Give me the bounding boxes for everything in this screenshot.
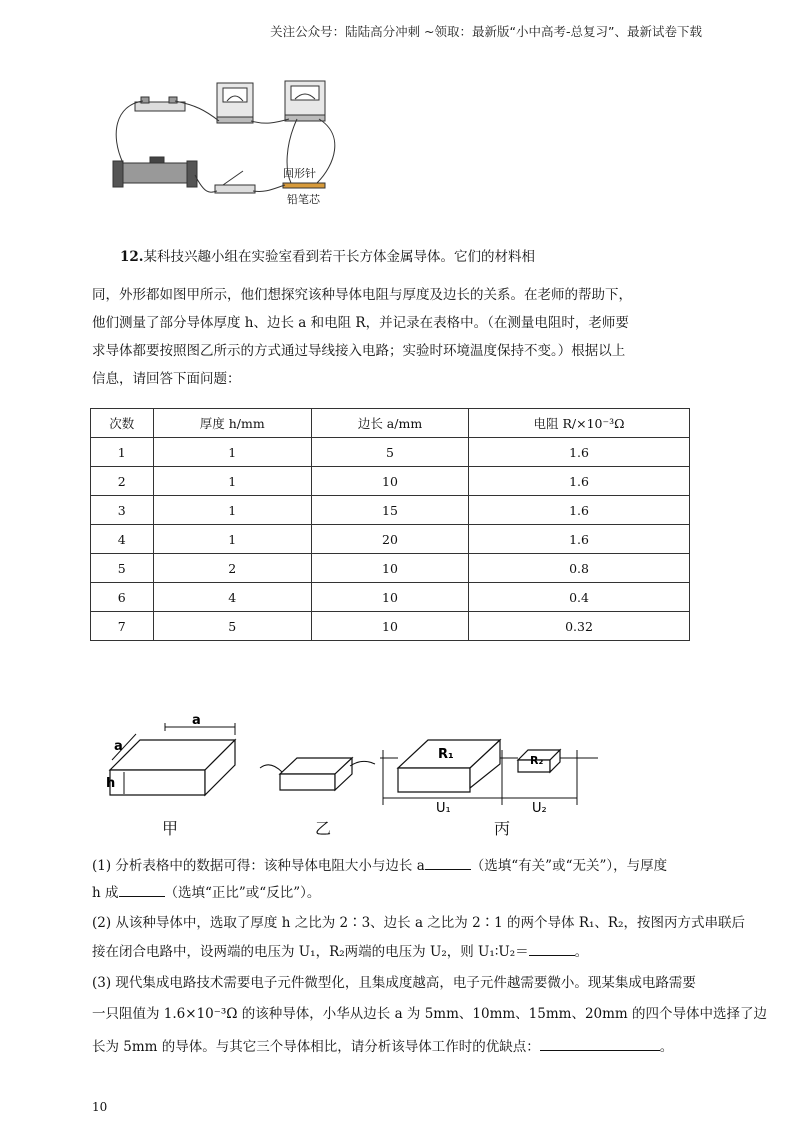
pencil-lead-label: 铅笔芯 bbox=[287, 193, 320, 206]
figure-caption-yi: 乙 bbox=[315, 819, 332, 838]
r1-label: R₁ bbox=[438, 747, 454, 762]
table-cell: 6 bbox=[91, 583, 154, 612]
table-cell: 1 bbox=[153, 438, 311, 467]
figure-caption-jia: 甲 bbox=[162, 819, 179, 838]
table-header-cell: 厚度 h/mm bbox=[153, 409, 311, 438]
table-cell: 7 bbox=[91, 612, 154, 641]
table-cell: 4 bbox=[153, 583, 311, 612]
question-intro-line3: 他们测量了部分导体厚度 h、边长 a 和电阻 R，并记录在表格中。（在测量电阻时，老师要 bbox=[92, 315, 629, 331]
table-cell: 1 bbox=[153, 467, 311, 496]
table-cell: 1 bbox=[153, 525, 311, 554]
table-cell: 1.6 bbox=[469, 496, 690, 525]
table-cell: 0.8 bbox=[469, 554, 690, 583]
table-cell: 10 bbox=[312, 554, 469, 583]
u1-label: U₁ bbox=[436, 801, 451, 816]
question-intro-line4: 求导体都要按照图乙所示的方式通过导线接入电路；实验时环境温度保持不变。）根据以上 bbox=[92, 343, 626, 359]
answer-blank[interactable] bbox=[529, 941, 575, 956]
circuit-diagram bbox=[105, 75, 355, 210]
table-header-row bbox=[91, 409, 690, 438]
sub-question-1-line1: (1) 分析表格中的数据可得：该种导体电阻大小与边长 a （选填“有关”或“无关”），与厚度 bbox=[92, 855, 667, 876]
table-cell: 2 bbox=[153, 554, 311, 583]
table-row bbox=[91, 496, 690, 525]
data-table bbox=[90, 408, 690, 641]
table-cell: 3 bbox=[91, 496, 154, 525]
table-header-cell: 边长 a/mm bbox=[312, 409, 469, 438]
conductor-figures bbox=[100, 710, 620, 820]
question-intro-line5: 信息，请回答下面问题： bbox=[92, 371, 241, 387]
table-cell: 1.6 bbox=[469, 467, 690, 496]
sub-question-1-line2: h 成 （选填“正比”或“反比”）。 bbox=[92, 882, 320, 903]
height-h-label: h bbox=[106, 776, 116, 791]
table-row bbox=[91, 554, 690, 583]
question-number: 12. bbox=[120, 249, 144, 265]
question-intro-line1: 12.某科技兴趣小组在实验室看到若干长方体金属导体。它们的材料相 bbox=[120, 249, 535, 265]
table-cell: 5 bbox=[153, 612, 311, 641]
answer-blank[interactable] bbox=[425, 855, 471, 870]
table-cell: 15 bbox=[312, 496, 469, 525]
page-number: 10 bbox=[92, 1100, 108, 1114]
table-cell: 5 bbox=[91, 554, 154, 583]
table-cell: 1.6 bbox=[469, 525, 690, 554]
answer-blank[interactable] bbox=[119, 882, 165, 897]
sub-question-3-line3: 长为 5mm 的导体。与其它三个导体相比，请分析该导体工作时的优缺点： 。 bbox=[92, 1036, 673, 1057]
sub-question-3-line1: (3) 现代集成电路技术需要电子元件微型化，且集成度越高，电子元件越需要微小。现某集成电路需要 bbox=[92, 975, 696, 991]
table-cell: 10 bbox=[312, 583, 469, 612]
table-cell: 10 bbox=[312, 467, 469, 496]
sub-question-2-line1: (2) 从该种导体中，选取了厚度 h 之比为 2∶3、边长 a 之比为 2∶1 的两个导体 R₁、R₂，按图丙方式串联后 bbox=[92, 915, 745, 931]
table-cell: 1 bbox=[153, 496, 311, 525]
table-cell: 0.32 bbox=[469, 612, 690, 641]
u2-label: U₂ bbox=[532, 801, 547, 816]
answer-blank[interactable] bbox=[540, 1036, 660, 1051]
sub-question-3-line2: 一只阻值为 1.6×10⁻³Ω 的该种导体，小华从边长 a 为 5mm、10mm、15mm、20mm 的四个导体中选择了边 bbox=[92, 1006, 768, 1022]
r2-label: R₂ bbox=[530, 754, 544, 767]
table-row bbox=[91, 438, 690, 467]
page-header: 关注公众号：陆陆高分冲刺 ~领取：最新版“小中高考-总复习”、最新试卷下载 bbox=[270, 24, 702, 39]
sub-question-2-line2: 接在闭合电路中，设两端的电压为 U₁，R₂两端的电压为 U₂，则 U₁∶U₂＝ 。 bbox=[92, 941, 588, 962]
table-cell: 0.4 bbox=[469, 583, 690, 612]
table-header-cell: 电阻 R/×10⁻³Ω bbox=[469, 409, 690, 438]
table-cell: 10 bbox=[312, 612, 469, 641]
table-cell: 2 bbox=[91, 467, 154, 496]
table-row bbox=[91, 467, 690, 496]
table-row bbox=[91, 525, 690, 554]
table-cell: 1.6 bbox=[469, 438, 690, 467]
edge-a-label: a bbox=[192, 713, 201, 728]
figure-caption-bing: 丙 bbox=[494, 819, 511, 838]
table-cell: 5 bbox=[312, 438, 469, 467]
question-intro-line2: 同，外形都如图甲所示，他们想探究该种导体电阻与厚度及边长的关系。在老师的帮助下， bbox=[92, 287, 632, 303]
table-header-cell: 次数 bbox=[91, 409, 154, 438]
table-cell: 1 bbox=[91, 438, 154, 467]
table-cell: 20 bbox=[312, 525, 469, 554]
edge-a-side-label: a bbox=[114, 739, 123, 754]
paperclip-label: 回形针 bbox=[283, 167, 316, 180]
table-row bbox=[91, 583, 690, 612]
table-cell: 4 bbox=[91, 525, 154, 554]
table-row bbox=[91, 612, 690, 641]
